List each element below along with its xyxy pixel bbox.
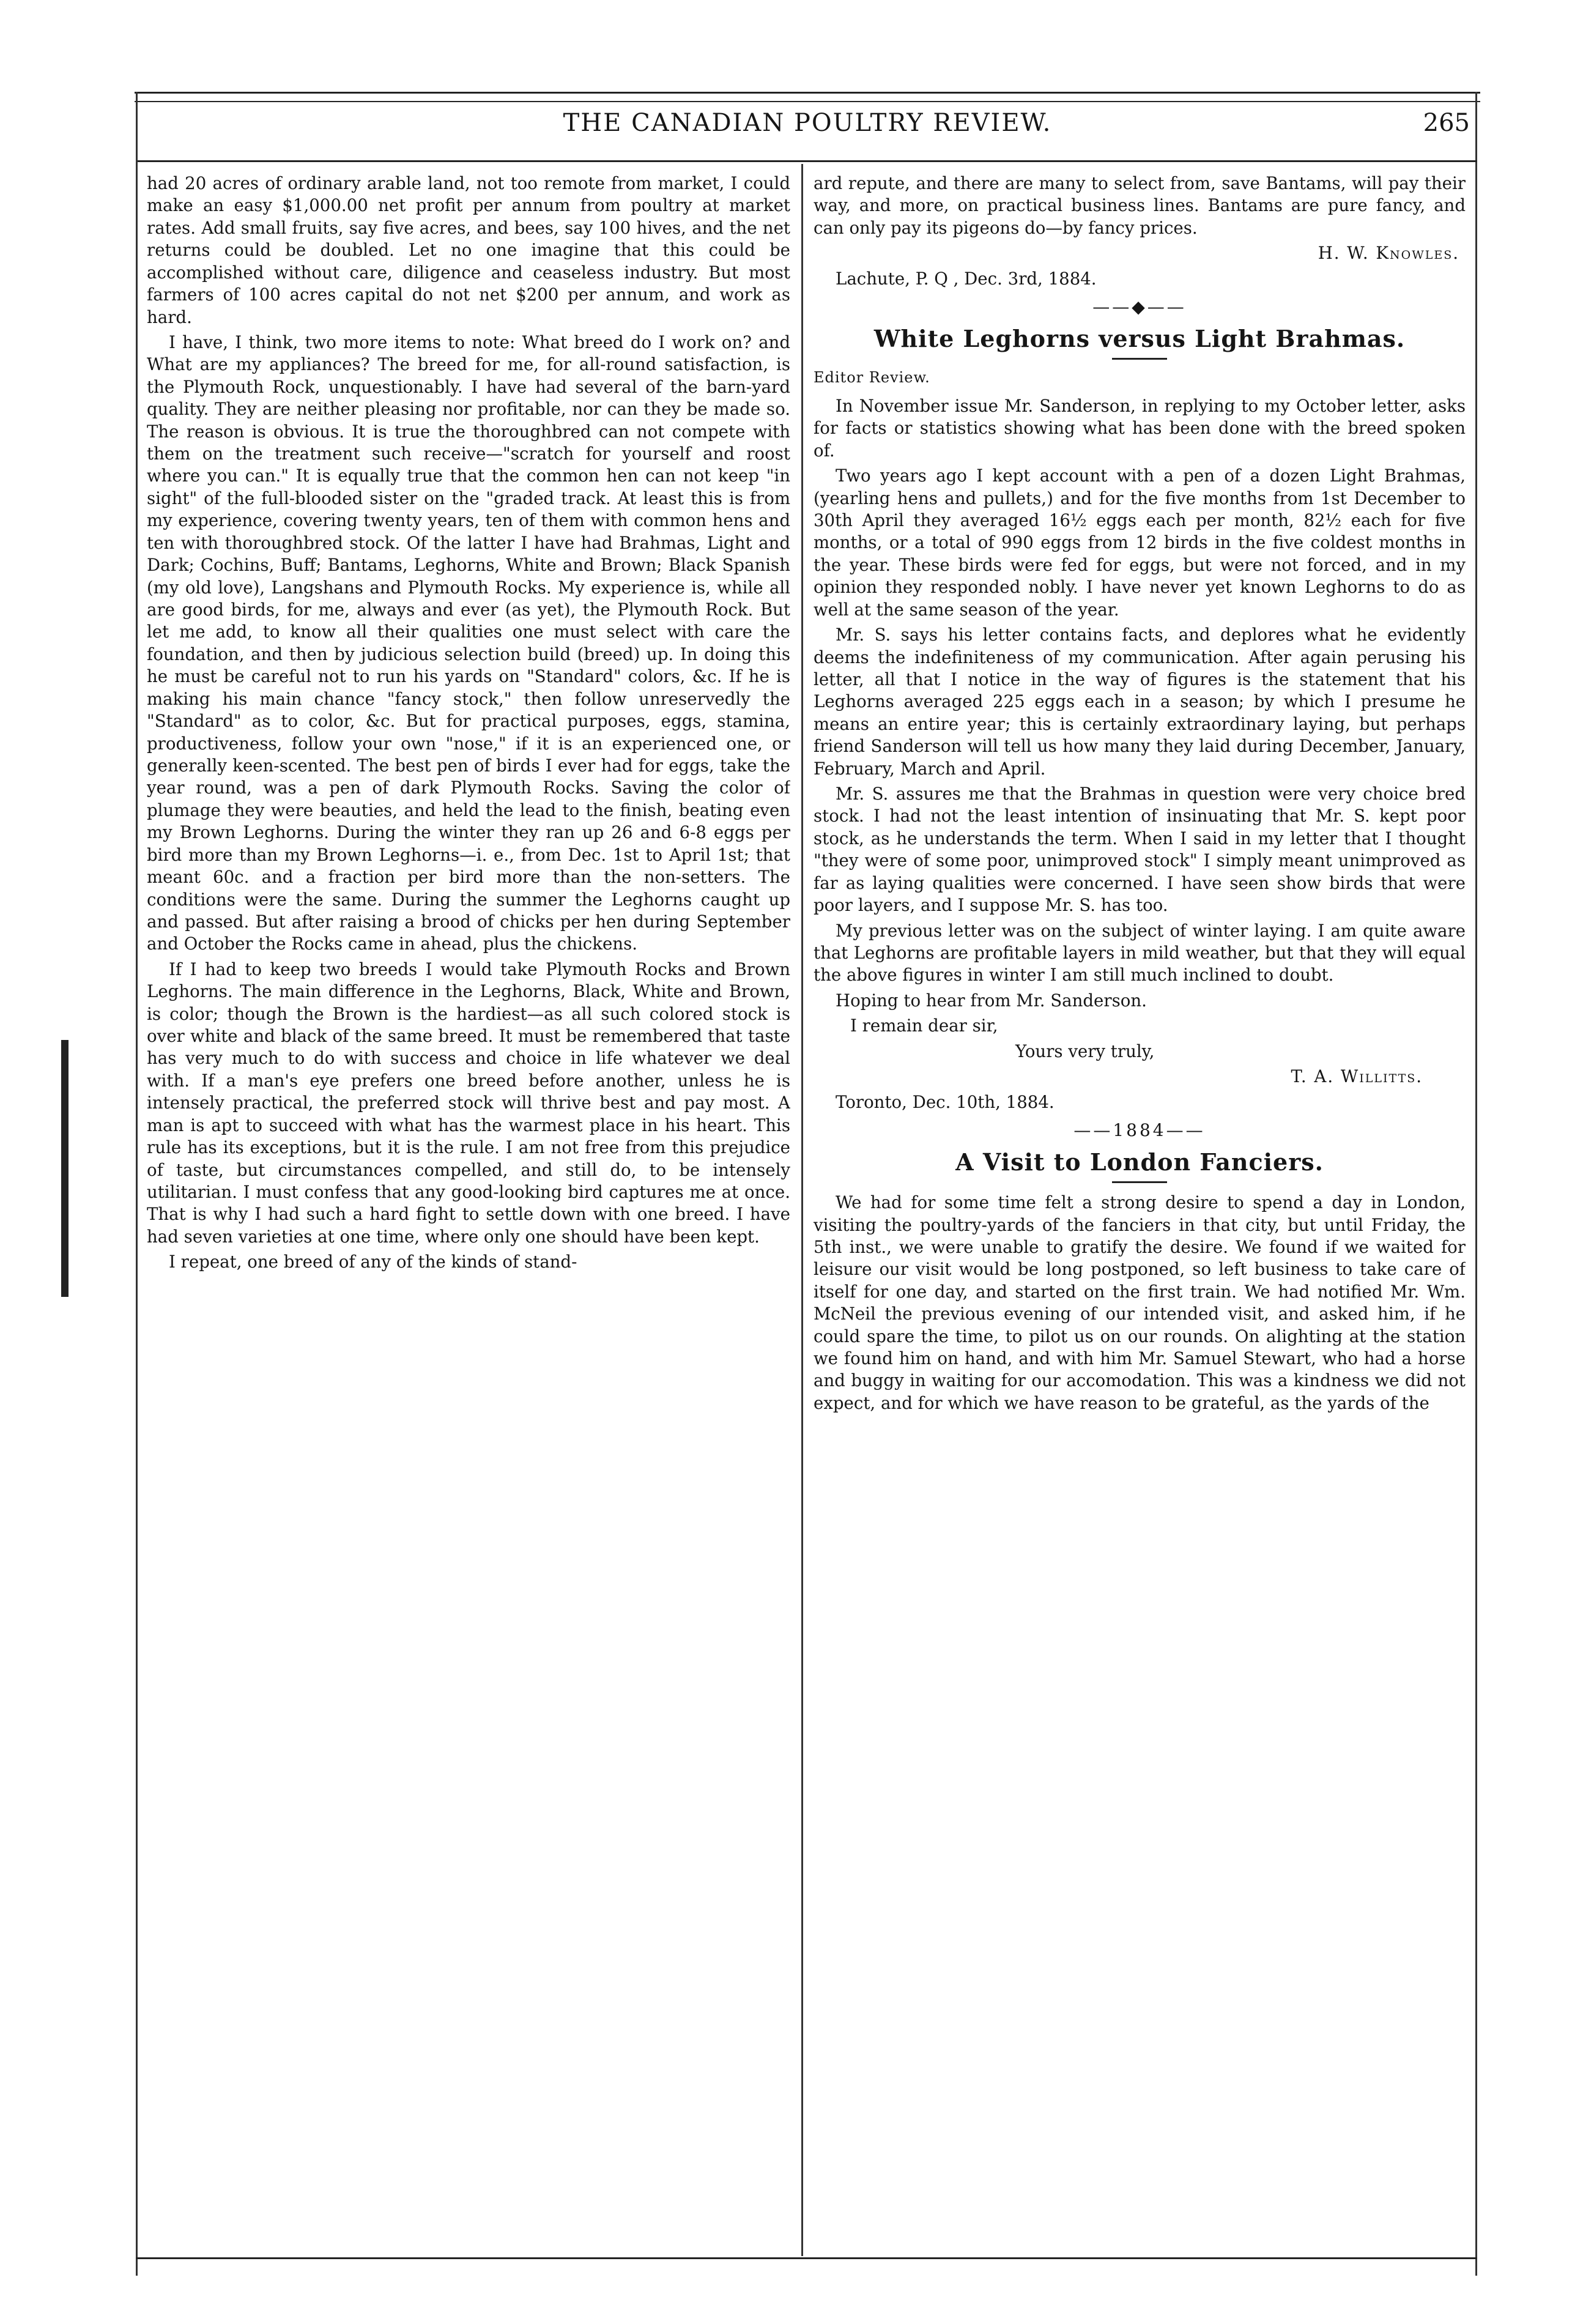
year-ornament: ——1884—— — [1073, 1119, 1206, 1140]
running-head: THE CANADIAN POULTRY REVIEW. — [563, 109, 1052, 137]
paragraph: If I had to keep two breeds I would take Plymouth Rocks and Brown Leghorns. The main difference in the Leghorns, Black, White and Brown, is color; though the Brown is the hardiest—as all such colored stock is over white and black of the same breed. It must be remembered that taste has very much to do with success and choice in life whatever we deal with. If a man's eye prefers one breed before another, unless he is intensely practical, the preferred stock will thrive best and pay most. A man is apt to succeed with what has the warmest place in his heart. This rule has its exceptions, but it is the rule. I am not free from this prejudice of taste, but circumstances compelled, and still do, to be intensely utilitarian. I must confess that any good-looking bird captures me at once. That is why I had such a hard fight to settle down with one breed. I have had seven varieties at one time, where only one should have been kept. — [147, 959, 790, 1247]
addressee: Editor Review. — [814, 369, 930, 387]
article-title-leghorns-brahmas: White Leghorns versus Light Brahmas. — [873, 325, 1406, 353]
title-rule — [1112, 1181, 1167, 1183]
left-column — [147, 173, 790, 2246]
paragraph: I repeat, one breed of any of the kinds of stand- — [169, 1252, 577, 1272]
paragraph: In November issue Mr. Sanderson, in replying to my October letter, asks for facts or statistics showing what has been done with the breed spoken of. — [814, 395, 1466, 461]
paragraph: Two years ago I kept account with a pen of a dozen Light Brahmas, (yearling hens and pullets,) and for the five months from 1st December to 30th April they averaged 16½ eggs each per month, 82½ each for five months, or a total of 990 eggs from 12 birds in the five coldest months in the year. These birds were fed for eggs, but were not forced, and in my opinion they responded nobly. I have never yet known Leghorns to do as well at the same season of the year. — [814, 466, 1466, 620]
closing-line: I remain dear sir, — [850, 1015, 998, 1036]
section-ornament: ——◆—— — [1092, 297, 1187, 317]
article-title-london-visit: A Visit to London Fanciers. — [955, 1148, 1324, 1176]
right-frame-line — [1475, 92, 1477, 2276]
left-frame-line — [136, 92, 138, 2276]
page-header — [138, 109, 1477, 152]
signature-willitts: T. A. Willitts. — [1291, 1066, 1423, 1087]
column-divider — [801, 164, 803, 2256]
paragraph: Mr. S. says his letter contains facts, and deplores what he evidently deems the indefiniteness of my communication. After again perusing his letter, all that I notice in the way of figures is the statement that his Leghorns averaged 225 eggs each in a season; by which I presume he means an entire year; this is certainly extraordinary laying, but perhaps friend Sanderson will tell us how many they laid during December, January, February, March and April. — [814, 625, 1466, 779]
paragraph: I have, I think, two more items to note: What breed do I work on? and What are my appliances? The breed for me, for all-round satisfaction, is the Plymouth Rock, unquestionably. I have had several of the barn-yard quality. They are neither pleasing nor profitable, nor can they be made so. The reason is obvious. It is true the thoroughbred can not compete with them on the treatment such receive—"scratch for yourself and roost where you can." It is equally true that the common hen can not keep "in sight" of the full-blooded sister on the "graded track. At least this is from my experience, covering twenty years, ten of them with common hens and ten with thoroughbred stock. Of the latter I have had Brahmas, Light and Dark; Cochins, Buff; Bantams, Leghorns, White and Brown; Black Spanish (my old love), Langshans and Plymouth Rocks. My experience is, while all are good birds, for me, always and ever (as yet), the Plymouth Rock. But let me add, to know all their qualities one must select with care the foundation, and then by judicious selection build (breed) up. In doing this he must be careful not to run his yards on "Standard" colors, &c. If he is making his main chance "fancy stock," then follow unreservedly the "Standard" as to color, &c. But for practical purposes, eggs, stamina, productiveness, follow your own "nose," if it is an experienced one, or generally keen-scented. The best pen of birds I ever had for eggs, take the year round, was a pen of dark Plymouth Rocks. Saving the color of plumage they were beauties, and held the lead to the finish, beating even my Brown Leghorns. During the winter they ran up 26 and 6-8 eggs per bird more than my Brown Leghorns—i. e., from Dec. 1st to April 1st; that meant 60c. and a fraction per bird more than the non-setters. The conditions were the same. During the summer the Leghorns caught up and passed. But after raising a brood of chicks per hen during September and October the Rocks came in ahead, plus the chickens. — [147, 332, 790, 954]
bottom-rule — [136, 2257, 1477, 2259]
top-double-rule — [135, 92, 1480, 102]
continuation-paragraph: ard repute, and there are many to select from, save Bantams, will pay their way, and more, on practical business lines. Bantams are pure fancy, and can only pay its pigeons do—by fancy prices. — [814, 173, 1466, 238]
dateline-toronto: Toronto, Dec. 10th, 1884. — [836, 1091, 1055, 1112]
dateline-lachute: Lachute, P. Q , Dec. 3rd, 1884. — [836, 268, 1097, 289]
right-column — [814, 173, 1466, 2246]
title-rule — [1112, 358, 1167, 360]
paragraph: Mr. S. assures me that the Brahmas in question were very choice bred stock. I had not the least intention of insinuating that Mr. S. kept poor stock, as he understands the term. When I said in my letter that I thought "they were of some poor, unimproved stock" I simply meant unimproved as far as laying qualities were concerned. I have seen show birds that were poor layers, and I suppose Mr. S. has too. — [814, 784, 1466, 916]
header-rule — [138, 160, 1477, 162]
paragraph: My previous letter was on the subject of winter laying. I am quite aware that Leghorns are profitable layers in mild weather, but that they will equal the above figures in winter I am still much inclined to doubt. — [814, 920, 1466, 986]
paragraph: We had for some time felt a strong desire to spend a day in London, visiting the poultry-yards of the fanciers in that city, but until Friday, the 5th inst., we were unable to gratify the desire. We found if we waited for leisure our visit would be long postponed, so left business to take care of itself for one day, and started on the first train. We had notified Mr. Wm. McNeil the previous evening of our intended visit, and asked him, if he could spare the time, to pilot us on our rounds. On alighting at the station we found him on hand, and with him Mr. Samuel Stewart, who had a horse and buggy in waiting for our accomodation. This was a kindness we did not expect, and for which we have reason to be grateful, as the yards of the — [814, 1192, 1466, 1413]
page-number: 265 — [1423, 109, 1470, 137]
margin-mark — [61, 1040, 69, 1297]
signature-knowles: H. W. Knowles. — [1318, 243, 1459, 264]
closing-line: Yours very truly, — [1015, 1041, 1155, 1061]
paragraph: had 20 acres of ordinary arable land, not too remote from market, I could make an easy $1,000.00 net profit per annum from poultry at market rates. Add small fruits, say five acres, and bees, say 100 hives, and the net returns could be doubled. Let no one imagine that this could be accomplished without care, diligence and ceaseless industry. But most farmers of 100 acres capital do not net $200 per annum, and work as hard. — [147, 173, 790, 327]
closing-line: Hoping to hear from Mr. Sanderson. — [836, 990, 1147, 1011]
